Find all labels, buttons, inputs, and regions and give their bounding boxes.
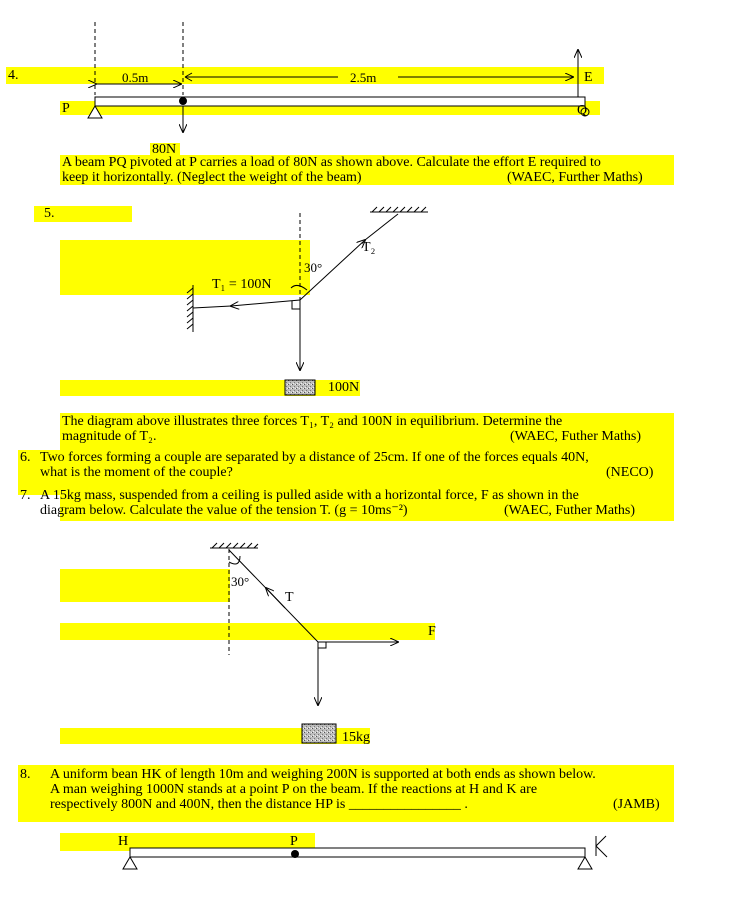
q5-forces-diagram [187,207,428,395]
q8-k-label [612,834,613,849]
q8-number: 8. [20,767,31,782]
q7-angle-label: 30° [231,574,250,589]
q7-tension-label: T [285,590,294,605]
q6-source: (NECO) [606,465,654,480]
q8-text-line: respectively 800N and 400N, then the distance HP is ________________ . (JAMB) [50,797,660,812]
q4-source: (WAEC, Further Maths) [507,170,643,185]
q5-angle-label: 30° [304,260,323,275]
q8-text-line: A uniform bean HK of length 10m and weighing 200N is supported at both ends as shown below. [50,767,596,782]
support-h [123,857,137,869]
q4-dist-label-2: 2.5m [350,70,377,85]
q7-question-text [40,488,674,518]
q5-number: 5. [44,206,55,221]
q4-text-line: A beam PQ pivoted at P carries a load of 80N as shown above. Calculate the effort E required to [62,155,601,170]
q5-text-line: magnitude of T₂. (WAEC, Futher Maths) [62,429,642,444]
q5-t2-label: T₂ [362,240,376,255]
q6-question-text [40,450,674,480]
q6-number: 6. [20,450,31,465]
load-point [179,97,187,105]
mass-block [302,724,336,743]
q4-question-text [62,155,674,185]
beam-hk [130,848,585,857]
q7-number: 7. [20,488,31,503]
q8-text-line: A man weighing 1000N stands at a point P on the beam. If the reactions at H and K are [50,782,538,797]
weight-block [285,380,315,395]
q7-text-line: diagram below. Calculate the value of the tension T. (g = 10ms⁻²) (WAEC, Futher Maths) [40,503,636,518]
q4-pivot-label: P [62,101,70,116]
q4-number: 4. [8,68,19,83]
man-point [291,850,299,858]
q6-text-line: what is the moment of the couple? (NECO) [40,465,654,480]
q8-h-label: H [118,834,129,849]
q7-text-line: A 15kg mass, suspended from a ceiling is pulled aside with a horizontal force, F as shown in the [40,488,579,503]
support-k [578,857,592,869]
q5-question-text [62,414,674,444]
q5-t1-label: T₁ = 100N [212,277,272,292]
q4-load-label: 80N [152,142,177,157]
beam-pq [95,97,585,106]
q6-text-line: Two forces forming a couple are separated by a distance of 25cm. If one of the forces equals 40N, [40,450,589,465]
pivot-p [88,106,102,118]
q8-source: (JAMB) [613,797,660,812]
q4-effort-label: E [584,70,593,85]
q4-end-label: Q [577,103,588,118]
q4-dist-label-1: 0.5m [122,70,149,85]
q4-text-line: keep it horizontally. (Neglect the weight of the beam) (WAEC, Further Maths) [62,170,643,185]
q8-beam-diagram [123,836,607,869]
q7-mass-label: 15kg [342,730,370,745]
q7-force-label: F [428,624,436,639]
q8-p-label: P [290,834,298,849]
q7-source: (WAEC, Futher Maths) [504,503,636,518]
q5-text-line: The diagram above illustrates three forces T₁, T₂ and 100N in equilibrium. Determine the [62,414,563,429]
q7-forces-diagram [210,543,398,743]
q5-weight-label: 100N [328,380,360,395]
q4-beam-diagram [88,22,589,132]
q5-source: (WAEC, Futher Maths) [510,429,642,444]
q8-question-text [50,767,674,812]
